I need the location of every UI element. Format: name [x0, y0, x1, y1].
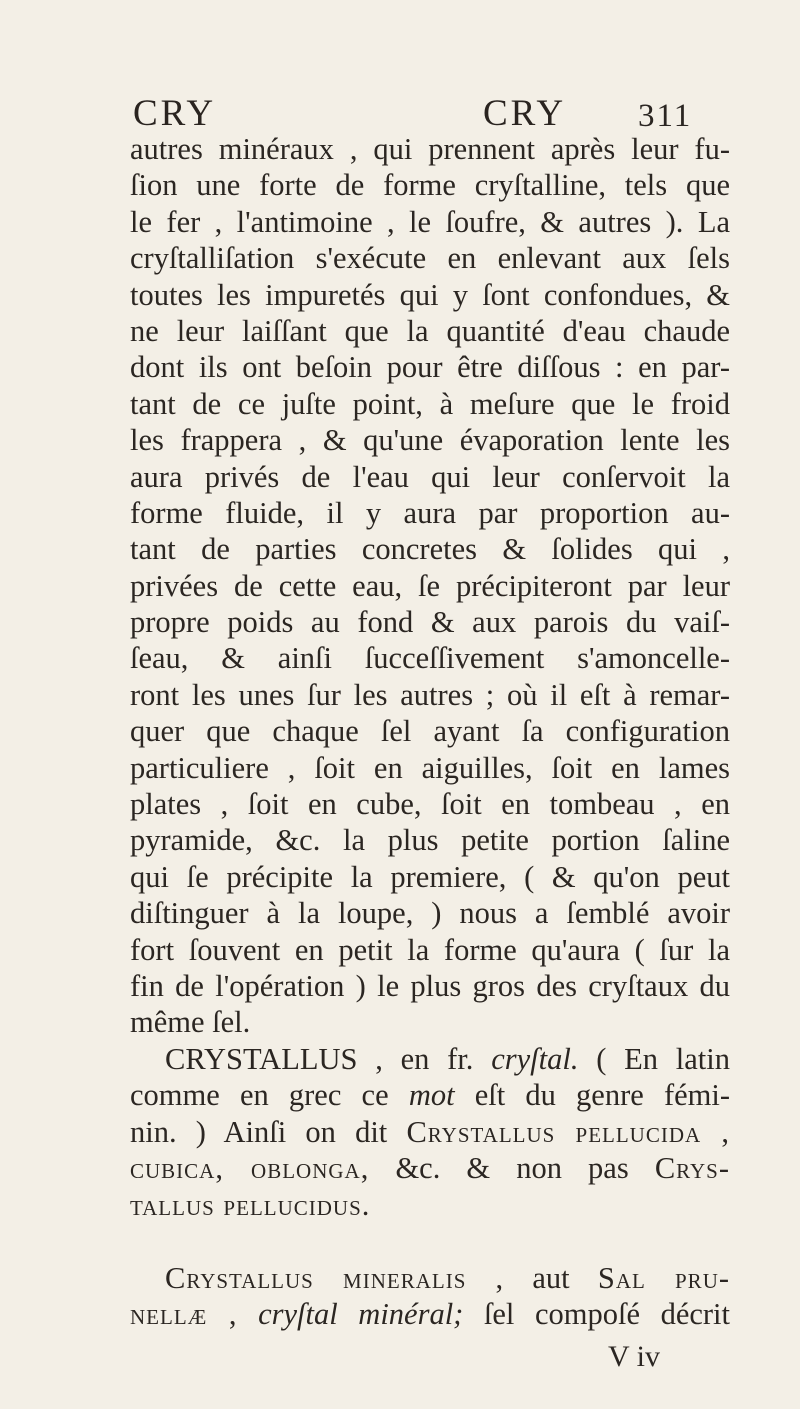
text-line: aura privés de l'eau qui leur conſervoit la	[130, 459, 730, 494]
text-line: tant de ce juſte point, à meſure que le froid	[130, 386, 730, 421]
text-line: dont ils ont beſoin pour être diſſous : en par-	[130, 350, 730, 385]
text-line: Crystallus mineralis , aut Sal pru-	[165, 1261, 730, 1295]
text-line: propre poids au fond & aux parois du vaiſ-	[130, 605, 730, 640]
text-line: plates , ſoit en cube, ſoit en tombeau , en	[130, 787, 730, 822]
text-line: fin de l'opération ) le plus gros des cryſtaux du	[130, 968, 730, 1003]
text-line: cryſtalliſation s'exécute en enlevant aux ſels	[130, 241, 730, 276]
entry-headword: CRYSTALLUS	[165, 1042, 358, 1076]
text-line: forme fluide, il y aura par proportion au-	[130, 495, 730, 530]
page-number: 311	[638, 98, 693, 134]
paragraph-continued	[130, 131, 730, 1041]
text-line: ſion une forte de forme cryſtalline, tels que	[130, 168, 730, 203]
text-line: ront les unes ſur les autres ; où il eſt à remar-	[130, 677, 730, 712]
text-line: ne leur laiſſant que la quantité d'eau chaude	[130, 313, 730, 348]
text-line: qui ſe précipite la premiere, ( & qu'on peut	[130, 859, 730, 894]
text-line: privées de cette eau, ſe précipiteront par leur	[130, 568, 730, 603]
text-line: les frappera , & qu'une évaporation lente les	[130, 423, 730, 458]
text-line: particuliere , ſoit en aiguilles, ſoit en lames	[130, 750, 730, 785]
text-line: tallus pellucidus.	[130, 1187, 371, 1222]
text-line: ſeau, & ainſi ſucceſſivement s'amoncelle-	[130, 641, 730, 676]
text-line: diſtinguer à la loupe, ) nous a ſemblé avoir	[130, 896, 730, 931]
text-line: CRYSTALLUS , en fr. cryſtal. ( En latin	[165, 1042, 730, 1076]
running-head-left: CRY	[133, 93, 217, 134]
entry-crystallus-mineralis	[130, 1260, 730, 1333]
text-line: pyramide, &c. la plus petite portion ſaline	[130, 823, 730, 858]
signature-mark: V iv	[608, 1340, 660, 1373]
text-line: cubica, oblonga, &c. & non pas Crys-	[130, 1151, 730, 1186]
text-line: nin. ) Ainſi on dit Crystallus pellucida ,	[130, 1114, 730, 1149]
text-line: le fer , l'antimoine , le ſoufre, & autres ). La	[130, 204, 730, 239]
text-line: comme en grec ce mot eſt du genre fémi-	[130, 1078, 730, 1113]
running-head-right: CRY	[483, 93, 567, 134]
text-line: autres minéraux , qui prennent après leur fu-	[130, 132, 730, 166]
text-line: même ſel.	[130, 1005, 251, 1040]
text-line: quer que chaque ſel ayant ſa configuration	[130, 714, 730, 749]
text-line: tant de parties concretes & ſolides qui ,	[130, 532, 730, 567]
text-line: fort ſouvent en petit la forme qu'aura ( ſur la	[130, 932, 730, 967]
text-line: nellæ , cryſtal minéral; ſel compoſé décrit	[130, 1297, 730, 1332]
text-line: toutes les impuretés qui y ſont confondues, &	[130, 277, 730, 312]
entry-crystallus	[130, 1041, 730, 1223]
